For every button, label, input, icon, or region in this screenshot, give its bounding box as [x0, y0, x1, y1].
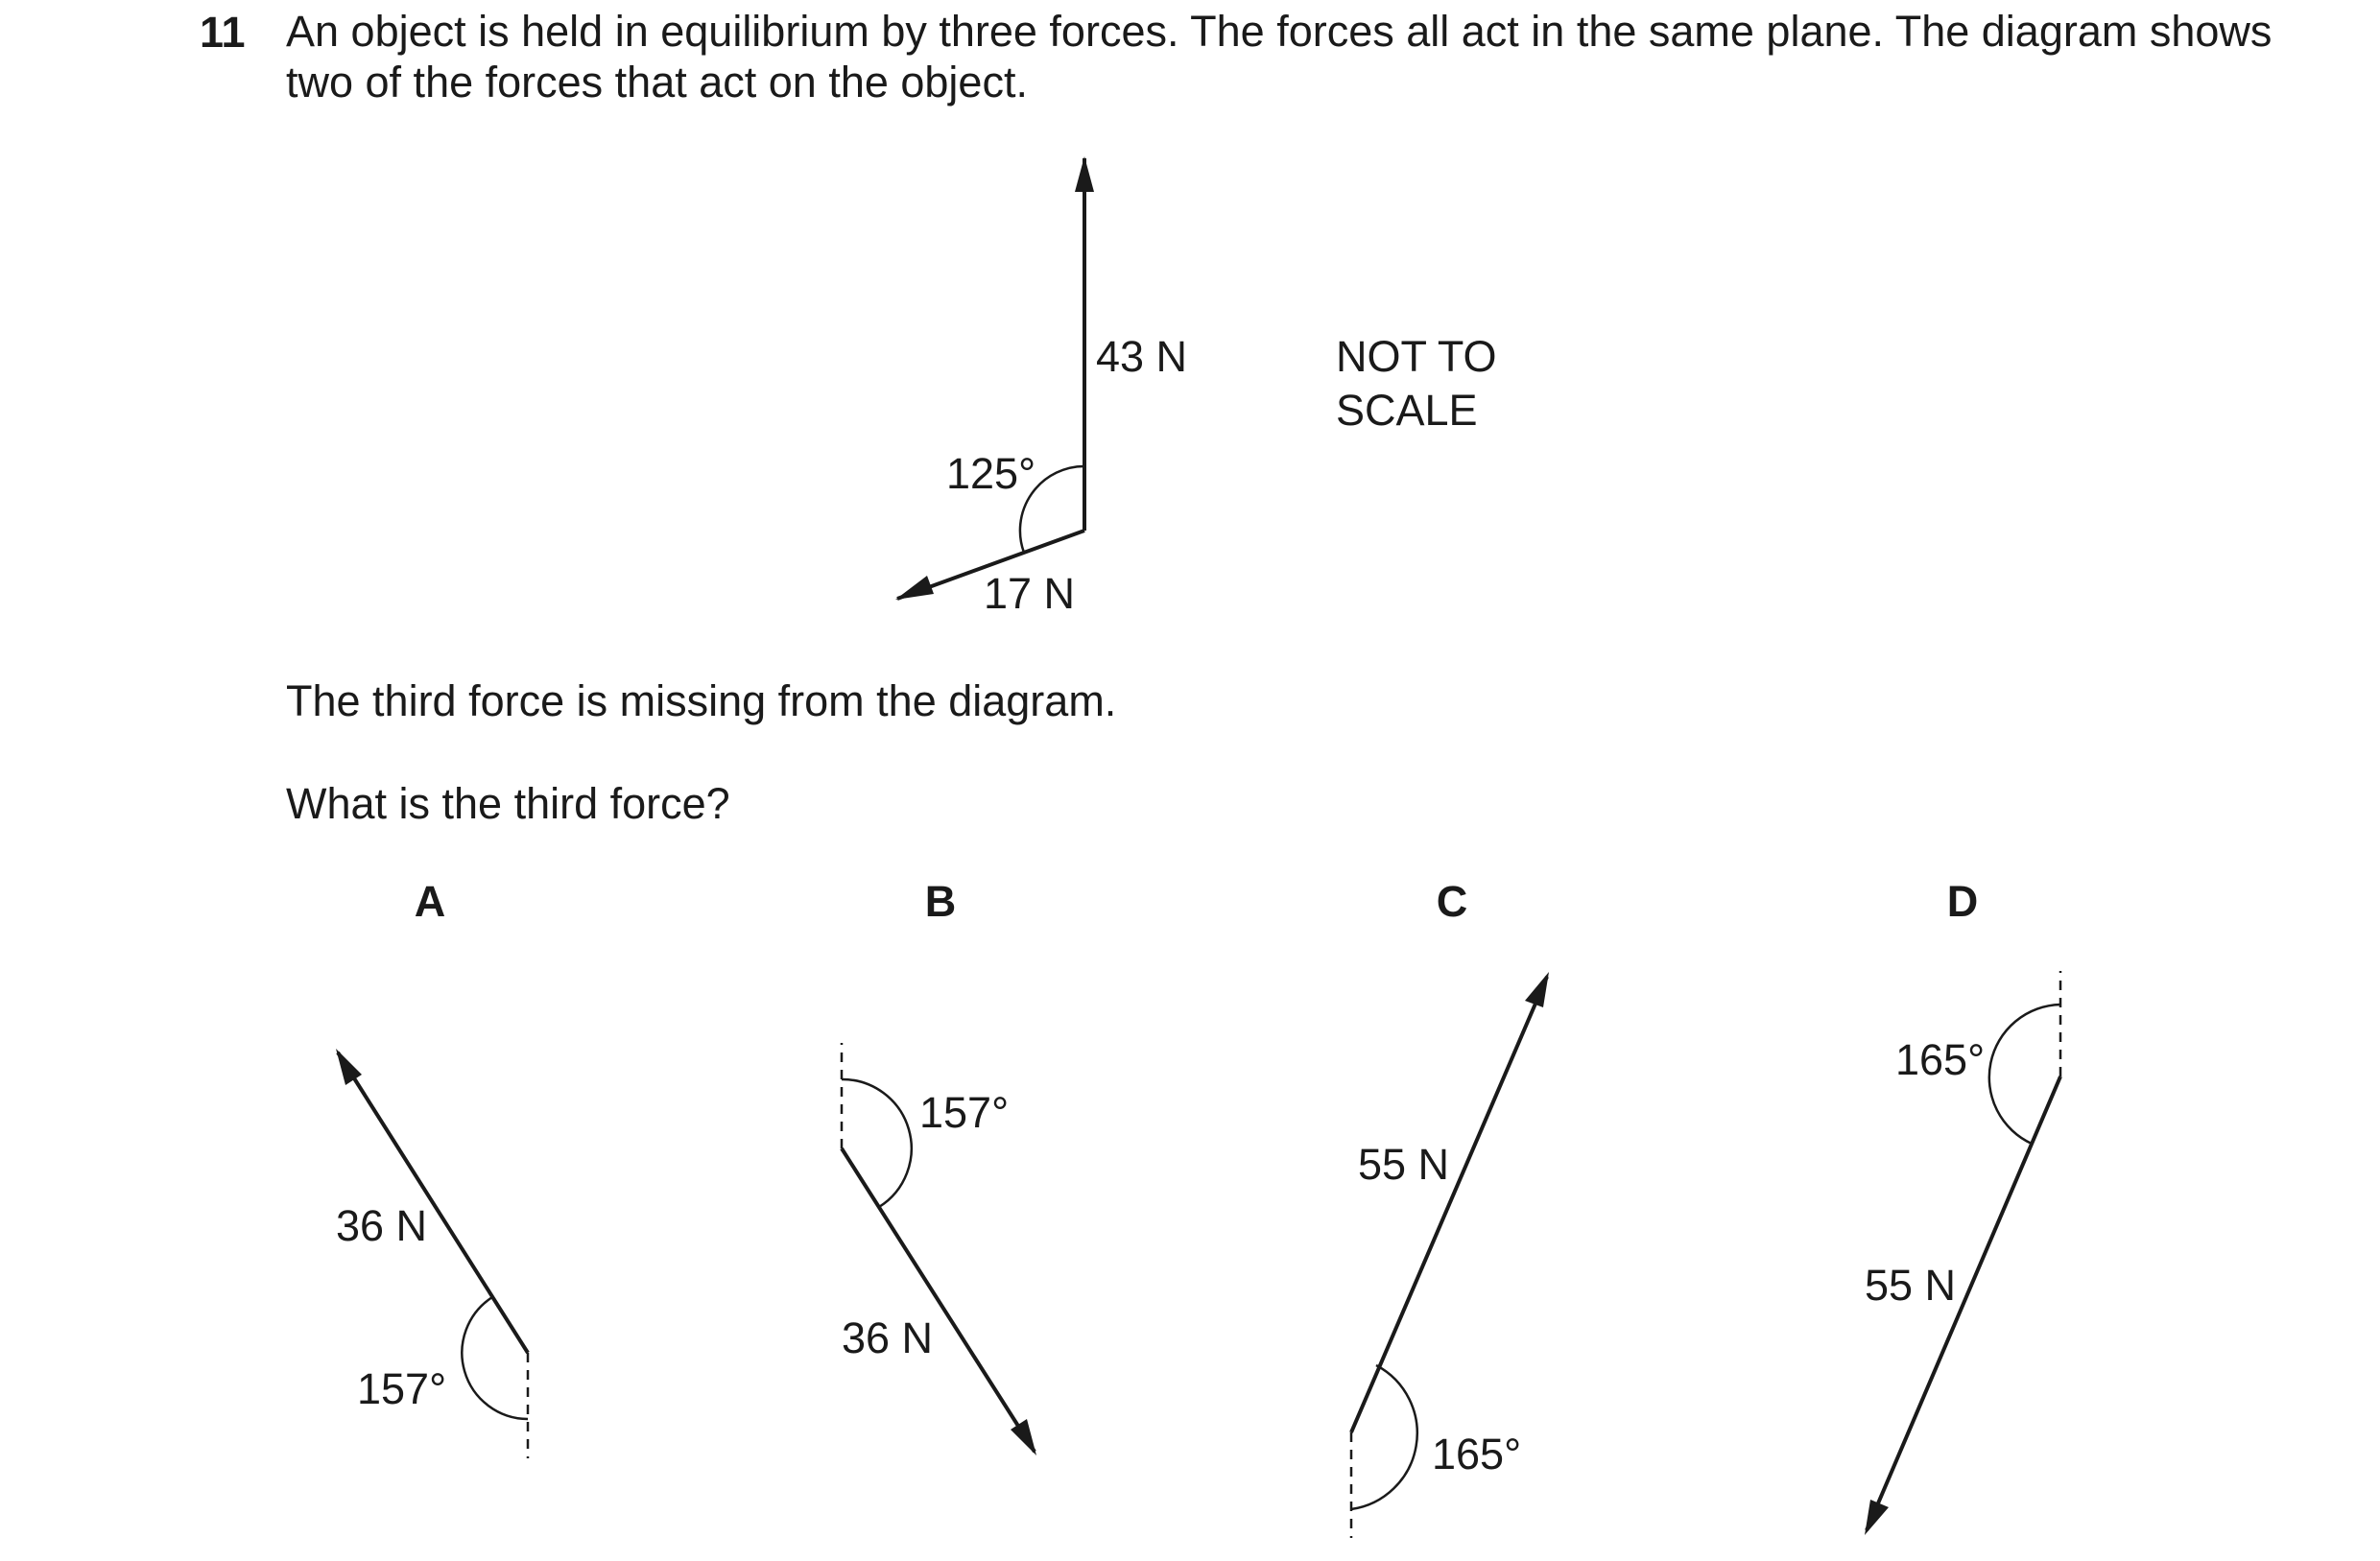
arrowhead-d [1865, 1500, 1889, 1535]
option-c[interactable] [1351, 877, 1549, 1538]
question-stem: An object is held in equilibrium by three forces. The forces all act in the same plane. The diagram shows two of the forces that act on the object. [286, 7, 2273, 106]
option-letter-b: B [924, 877, 957, 926]
angle-label-c: 165° [1432, 1430, 1522, 1478]
main-force-diagram [895, 156, 1497, 618]
angle-label-b: 157° [919, 1088, 1010, 1137]
force-label-b: 36 N [842, 1313, 934, 1362]
not-to-scale-line2: SCALE [1336, 386, 1478, 435]
upward-arrowhead [1075, 156, 1094, 192]
angle-arc-b [842, 1079, 912, 1207]
force-label-c: 55 N [1358, 1140, 1450, 1189]
option-letter-d: D [1946, 877, 1979, 926]
force-label-a: 36 N [336, 1201, 428, 1250]
angle-label-d: 165° [1895, 1035, 1986, 1084]
angle-arc-d [1989, 1005, 2060, 1144]
force-label-43N: 43 N [1096, 332, 1188, 381]
angle-label-125: 125° [946, 449, 1036, 498]
angle-arc-a [462, 1297, 528, 1419]
not-to-scale-line1: NOT TO [1336, 332, 1497, 381]
option-b[interactable] [842, 877, 1036, 1455]
option-letter-a: A [414, 877, 446, 926]
angle-arc-c [1351, 1365, 1417, 1509]
arrowhead-c [1525, 972, 1549, 1007]
question-number: 11 [200, 8, 246, 57]
leftward-arrowhead [895, 576, 934, 600]
force-label-d: 55 N [1865, 1261, 1957, 1310]
missing-force-statement: The third force is missing from the diagram. [286, 676, 1117, 725]
force-arrow-b [842, 1148, 1035, 1452]
angle-label-a: 157° [357, 1364, 447, 1413]
option-letter-c: C [1436, 877, 1468, 926]
arrowhead-b [1011, 1419, 1036, 1455]
force-label-17N: 17 N [984, 569, 1076, 618]
arrowhead-a [336, 1049, 362, 1085]
option-d[interactable] [1865, 877, 2060, 1535]
question-prompt: What is the third force? [286, 779, 730, 828]
option-a[interactable] [336, 877, 528, 1458]
force-arrow-c [1351, 977, 1547, 1432]
